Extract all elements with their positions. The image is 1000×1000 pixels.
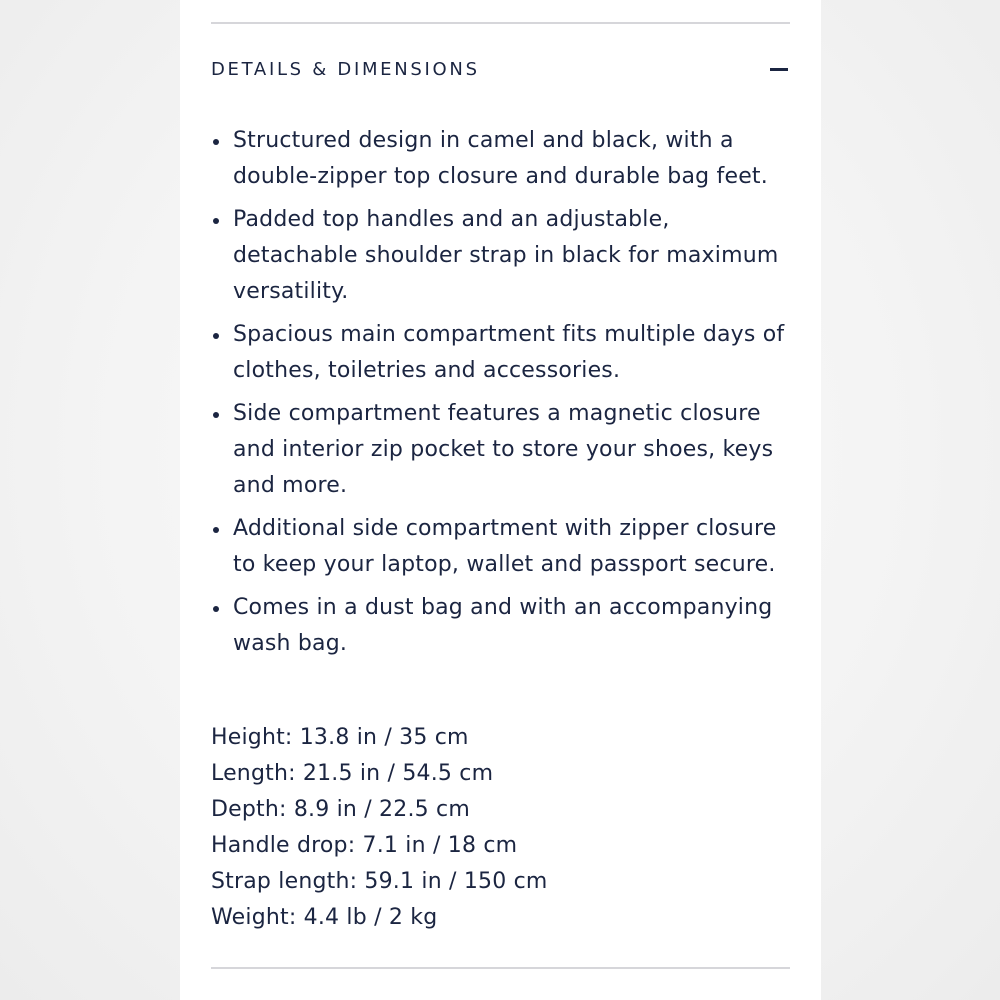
feature-text: Padded top handles and an adjustable, detachable shoulder strap in black for maximum versatility.	[233, 207, 779, 304]
feature-item	[211, 202, 801, 310]
feature-text: Additional side compartment with zipper closure to keep your laptop, wallet and passport secure.	[233, 516, 777, 577]
dimension-depth: Depth: 8.9 in / 22.5 cm	[211, 797, 470, 822]
dimension-length: Length: 21.5 in / 54.5 cm	[211, 761, 494, 786]
feature-text: Comes in a dust bag and with an accompanying wash bag.	[233, 595, 773, 656]
feature-list	[211, 123, 801, 669]
dimensions-list	[211, 720, 790, 936]
bullet-icon	[213, 606, 219, 612]
dimension-handle-drop: Handle drop: 7.1 in / 18 cm	[211, 833, 518, 858]
feature-item	[211, 317, 801, 389]
top-divider	[211, 22, 790, 24]
feature-text: Side compartment features a magnetic closure and interior zip pocket to store your shoes, keys and more.	[233, 401, 774, 498]
feature-item	[211, 511, 801, 583]
bullet-icon	[213, 139, 219, 145]
bullet-icon	[213, 412, 219, 418]
details-accordion-header[interactable]	[211, 52, 790, 86]
bullet-icon	[213, 527, 219, 533]
details-accordion-title: DETAILS & DIMENSIONS	[211, 58, 480, 80]
feature-item	[211, 396, 801, 504]
feature-text: Spacious main compartment fits multiple days of clothes, toiletries and accessories.	[233, 322, 785, 383]
bullet-icon	[213, 218, 219, 224]
feature-item	[211, 123, 801, 195]
bullet-icon	[213, 333, 219, 339]
product-details-panel	[180, 0, 821, 1000]
feature-text: Structured design in camel and black, with a double-zipper top closure and durable bag feet.	[233, 128, 768, 189]
dimension-strap-length: Strap length: 59.1 in / 150 cm	[211, 869, 548, 894]
dimension-height: Height: 13.8 in / 35 cm	[211, 725, 469, 750]
feature-item	[211, 590, 801, 662]
dimension-weight: Weight: 4.4 lb / 2 kg	[211, 905, 438, 930]
bottom-divider	[211, 967, 790, 969]
minus-icon[interactable]	[770, 60, 788, 78]
